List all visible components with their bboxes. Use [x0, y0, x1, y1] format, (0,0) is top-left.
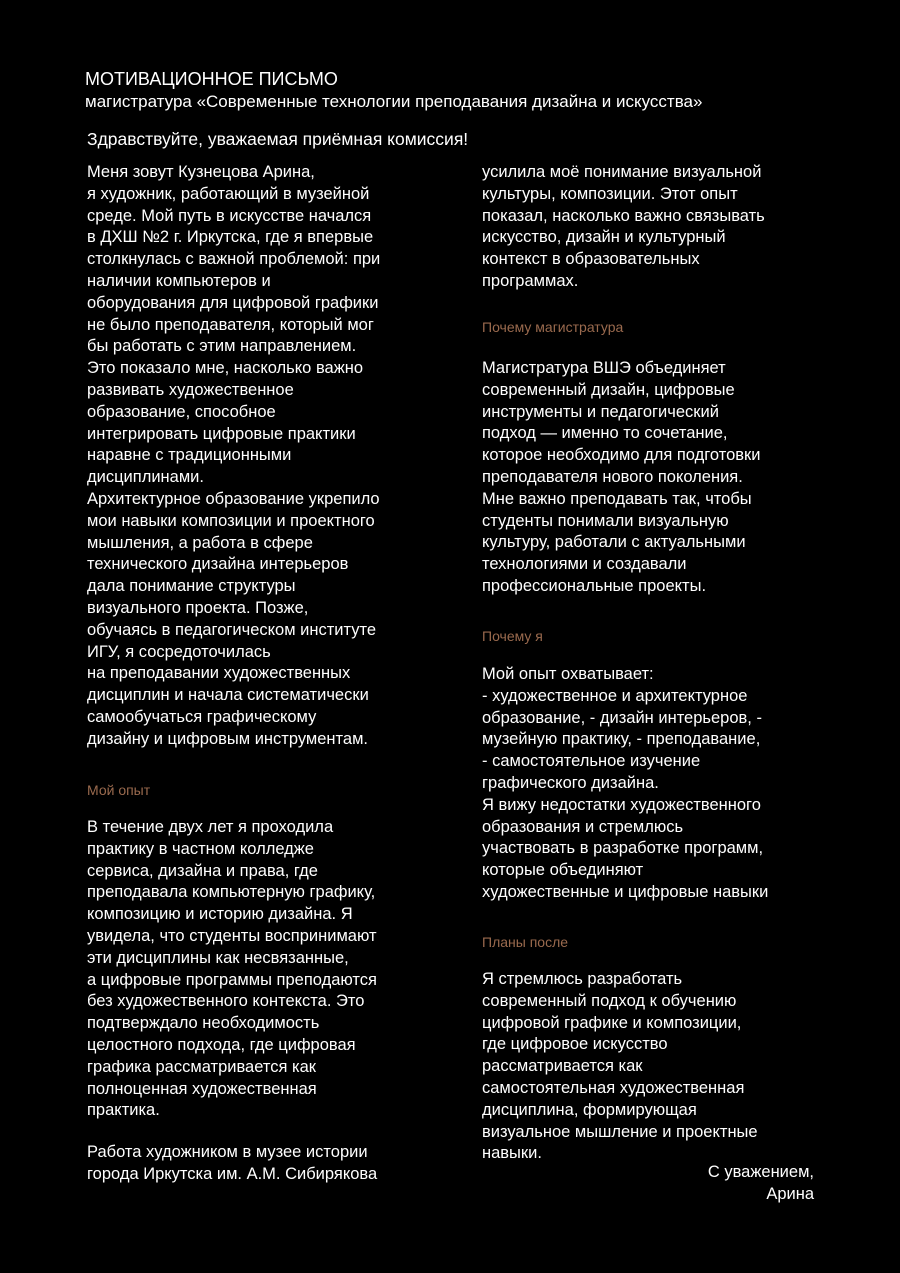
- text-line: Архитектурное образование укрепило: [87, 489, 380, 508]
- text-line: современный подход к обучению: [482, 991, 737, 1010]
- text-line: не было преподавателя, который мог: [87, 315, 374, 334]
- experience-paragraph: [87, 817, 377, 1122]
- text-line: Мне важно преподавать так, чтобы: [482, 489, 752, 508]
- text-line: образование, способное: [87, 402, 276, 421]
- text-line: подход — именно то сочетание,: [482, 424, 728, 443]
- text-line: эти дисциплины как несвязанные,: [87, 948, 349, 967]
- text-line: инструменты и педагогический: [482, 402, 719, 421]
- text-line: программах.: [482, 271, 579, 290]
- text-line: контекст в образовательных: [482, 250, 700, 269]
- text-line: я художник, работающий в музейной: [87, 184, 370, 203]
- text-line: студенты понимали визуальную: [482, 511, 729, 530]
- text-line: без художественного контекста. Это: [87, 992, 365, 1011]
- text-line: города Иркутска им. А.М. Сибирякова: [87, 1164, 378, 1183]
- text-line: образования и стремлюсь: [482, 817, 684, 836]
- text-line: обучаясь в педагогическом институте: [87, 620, 377, 639]
- text-line: дизайну и цифровым инструментам.: [87, 729, 368, 748]
- text-line: дисциплина, формирующая: [482, 1100, 697, 1119]
- text-line: Меня зовут Кузнецова Арина,: [87, 163, 315, 181]
- text-line: а цифровые программы преподаются: [87, 970, 377, 989]
- text-line: визуального проекта. Позже,: [87, 598, 309, 617]
- text-line: - художественное и архитектурное: [482, 686, 748, 705]
- closing-text: С уважением,: [707, 1163, 814, 1181]
- document-title: МОТИВАЦИОННОЕ ПИСЬМО: [85, 69, 338, 89]
- text-line: современный дизайн, цифровые: [482, 380, 735, 399]
- text-line: самообучаться графическому: [87, 707, 317, 726]
- text-line: бы работать с этим направлением.: [87, 337, 357, 356]
- text-line: художественные и цифровые навыки: [482, 882, 769, 901]
- text-line: сервиса, дизайна и права, где: [87, 861, 318, 880]
- text-line: самостоятельная художественная: [482, 1078, 745, 1097]
- text-line: участвовать в разработке программ,: [482, 839, 764, 858]
- text-line: преподавала компьютерную графику,: [87, 883, 376, 902]
- section-title-experience: Мой опыт: [87, 782, 151, 798]
- text-line: показал, насколько важно связывать: [482, 206, 765, 225]
- text-line: композицию и историю дизайна. Я: [87, 905, 353, 924]
- text-line: Я стремлюсь разработать: [482, 970, 683, 988]
- text-line: столкнулась с важной проблемой: при: [87, 250, 381, 269]
- text-line: которые объединяют: [482, 861, 644, 880]
- text-line: практику в частном колледже: [87, 839, 314, 858]
- text-line: развивать художественное: [87, 380, 294, 399]
- text-line: дисциплин и начала систематически: [87, 686, 369, 705]
- text-line: среде. Мой путь в искусстве начался: [87, 206, 372, 225]
- text-line: дала понимание структуры: [87, 577, 296, 596]
- text-line: культуры, композиции. Этот опыт: [482, 184, 738, 203]
- text-line: оборудования для цифровой графики: [87, 293, 379, 312]
- text-line: визуальное мышление и проектные: [482, 1122, 758, 1141]
- text-line: подтверждало необходимость: [87, 1014, 320, 1033]
- text-line: музейную практику, - преподавание,: [482, 730, 761, 749]
- text-line: Мой опыт охватывает:: [482, 665, 654, 683]
- text-line: образование, - дизайн интерьеров, -: [482, 708, 762, 727]
- text-line: В течение двух лет я проходила: [87, 818, 334, 836]
- text-line: интегрировать цифровые практики: [87, 424, 356, 443]
- text-line: увидела, что студенты воспринимают: [87, 926, 377, 945]
- text-line: графика рассматривается как: [87, 1057, 316, 1076]
- text-line: технического дизайна интерьеров: [87, 555, 349, 574]
- text-line: - самостоятельное изучение: [482, 752, 701, 771]
- text-line: наличии компьютеров и: [87, 271, 271, 290]
- text-line: рассматривается как: [482, 1057, 643, 1076]
- text-line: на преподавании художественных: [87, 664, 351, 683]
- text-line: практика.: [87, 1101, 160, 1120]
- text-line: преподавателя нового поколения.: [482, 467, 743, 486]
- section-title-why-master: Почему магистратура: [482, 319, 624, 335]
- signature-name: Арина: [766, 1185, 814, 1203]
- document-subtitle: магистратура «Современные технологии преподавания дизайна и искусства»: [85, 92, 703, 111]
- text-line: усилила моё понимание визуальной: [482, 163, 762, 181]
- greeting: Здравствуйте, уважаемая приёмная комиссия!: [87, 129, 469, 149]
- text-line: дисциплинами.: [87, 468, 204, 487]
- intro-paragraph: [87, 162, 380, 751]
- text-line: полноценная художественная: [87, 1079, 317, 1098]
- text-line: Работа художником в музее истории: [87, 1143, 368, 1161]
- why-me-paragraph: [482, 664, 768, 904]
- text-line: навыки.: [482, 1144, 542, 1163]
- text-line: мои навыки композиции и проектного: [87, 511, 375, 530]
- plans-paragraph: [482, 969, 758, 1165]
- text-line: культуру, работали с актуальными: [482, 533, 746, 552]
- text-line: цифровой графике и композиции,: [482, 1013, 742, 1032]
- text-line: целостного подхода, где цифровая: [87, 1035, 356, 1054]
- text-line: искусство, дизайн и культурный: [482, 228, 726, 247]
- text-line: Я вижу недостатки художественного: [482, 795, 761, 814]
- text-line: технологиями и создавали: [482, 555, 687, 574]
- text-line: профессиональные проекты.: [482, 576, 707, 595]
- why-master-paragraph: [482, 358, 760, 598]
- text-line: Магистратура ВШЭ объединяет: [482, 359, 726, 377]
- text-line: ИГУ, я сосредоточилась: [87, 642, 271, 661]
- section-title-why-me: Почему я: [482, 628, 543, 644]
- museum-paragraph: [87, 1142, 377, 1186]
- text-line: где цифровое искусство: [482, 1035, 668, 1054]
- text-line: наравне с традиционными: [87, 446, 292, 465]
- text-line: мышления, а работа в сфере: [87, 533, 313, 552]
- text-line: которое необходимо для подготовки: [482, 446, 761, 465]
- text-line: Это показало мне, насколько важно: [87, 359, 364, 378]
- text-line: графического дизайна.: [482, 773, 659, 792]
- section-title-plans: Планы после: [482, 934, 569, 950]
- text-line: в ДХШ №2 г. Иркутска, где я впервые: [87, 228, 374, 247]
- continuation-paragraph: [482, 162, 765, 293]
